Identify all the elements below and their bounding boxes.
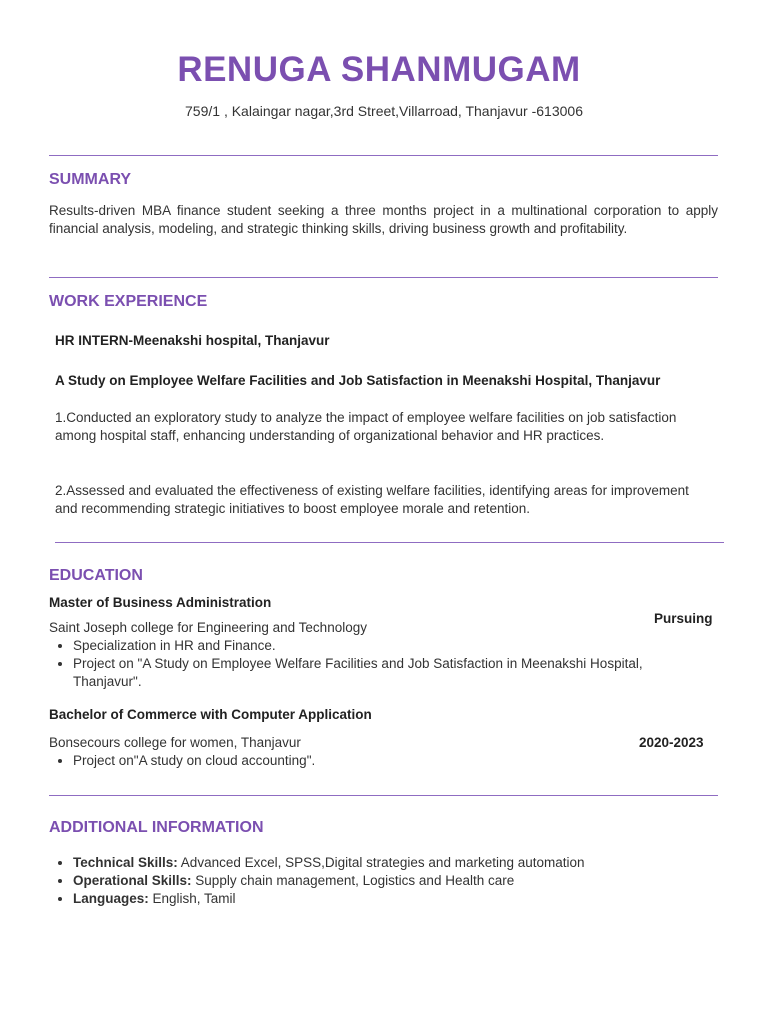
additional-information-heading: ADDITIONAL INFORMATION xyxy=(49,819,264,836)
degree-status: Pursuing xyxy=(654,611,713,626)
info-label: Operational Skills: xyxy=(73,873,192,888)
work-role: HR INTERN-Meenakshi hospital, Thanjavur xyxy=(55,333,330,348)
list-item xyxy=(73,854,733,872)
list-item: • Project on "A Study on Employee Welfare Facilities and Job Satisfaction in Meenakshi Hospital, Thanjavur". xyxy=(73,655,693,691)
divider xyxy=(49,277,718,278)
summary-text: Results-driven MBA finance student seeking a three months project in a multinational corporation to apply financial analysis, modeling, and strategic thinking skills, driving business growth and profitability. xyxy=(49,203,718,236)
work-experience-heading: WORK EXPERIENCE xyxy=(49,293,208,310)
degree-institution: Bonsecours college for women, Thanjavur xyxy=(49,735,301,750)
info-value: English, Tamil xyxy=(148,891,236,906)
divider xyxy=(49,155,718,156)
work-project-title: A Study on Employee Welfare Facilities and Job Satisfaction in Meenakshi Hospital, Thanjavur xyxy=(55,373,661,388)
list-item xyxy=(73,872,733,890)
work-point-1: 1.Conducted an exploratory study to analyze the impact of employee welfare facilities on job satisfaction among hospital staff, enhancing understanding of organizational behavior and HR practices. xyxy=(55,410,677,443)
degree-title: Bachelor of Commerce with Computer Application xyxy=(49,707,372,722)
candidate-name: RENUGA SHANMUGAM xyxy=(177,50,581,89)
list-item: • Project on"A study on cloud accounting". xyxy=(73,752,693,770)
list-item xyxy=(73,890,733,908)
education-heading: EDUCATION xyxy=(49,567,143,584)
info-label: Technical Skills: xyxy=(73,855,178,870)
degree-bullet-list xyxy=(49,752,693,770)
divider xyxy=(49,795,718,796)
list-item: • Specialization in HR and Finance. xyxy=(73,637,693,655)
info-value: Supply chain management, Logistics and Health care xyxy=(191,873,515,888)
divider xyxy=(55,542,724,543)
additional-info-list xyxy=(49,854,733,908)
info-label: Languages: xyxy=(73,891,149,906)
degree-title: Master of Business Administration xyxy=(49,595,272,610)
degree-bullet-list xyxy=(49,637,693,691)
info-value: Advanced Excel, SPSS,Digital strategies and marketing automation xyxy=(177,855,585,870)
work-point-2: 2.Assessed and evaluated the effectiveness of existing welfare facilities, identifying areas for improvement and recommending strategic initiatives to boost employee morale and retention. xyxy=(55,483,689,516)
candidate-address: 759/1 , Kalaingar nagar,3rd Street,Villarroad, Thanjavur -613006 xyxy=(185,103,583,119)
degree-institution: Saint Joseph college for Engineering and Technology xyxy=(49,620,367,635)
degree-status: 2020-2023 xyxy=(639,735,704,750)
summary-heading: SUMMARY xyxy=(49,171,132,188)
